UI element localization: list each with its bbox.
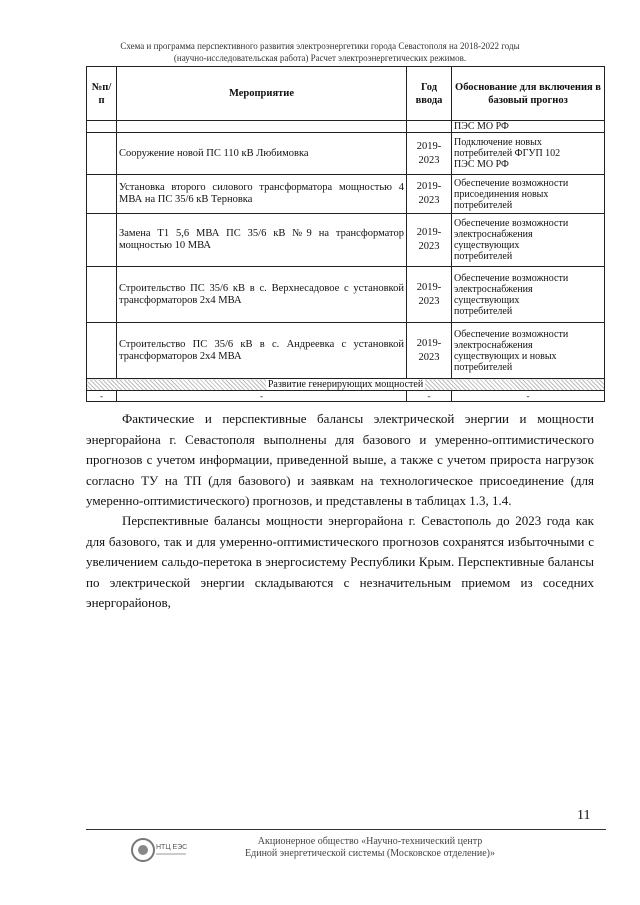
row-activity: Строительство ПС 35/6 кВ в с. Андреевка с установкой трансформаторов 2х4 МВА <box>117 323 407 379</box>
table-row <box>87 267 605 323</box>
table-row-continuation <box>87 121 605 133</box>
row-year: 2019-2023 <box>407 175 452 214</box>
row-activity: Установка второго силового трансформатора мощностью 4 МВА на ПС 35/6 кВ Терновка <box>117 175 407 214</box>
table-row <box>87 214 605 267</box>
row-activity: Сооружение новой ПС 110 кВ Любимовка <box>117 133 407 175</box>
header-activity: Мероприятие <box>117 67 407 121</box>
table-header-row <box>87 67 605 121</box>
paragraph-balances: Фактические и перспективные балансы электрической энергии и мощности энергорайона г. Севастополя выполнены для базового и умеренно-оптимистического прогнозов с учетом информации, приведенной выше, а также с учетом прироста нагрузок согласно ТУ на ТП (для базового) и заявкам на технологическое присоединение (для умеренно-оптимистического) прогнозов, и представлены в таблицах 1.3, 1.4. <box>86 411 594 508</box>
table-row <box>87 175 605 214</box>
row-basis: Обеспечение возможности присоединения новых потребителей <box>452 175 605 214</box>
section-title: Развитие генерирующих мощностей <box>87 379 605 391</box>
paragraph-prospective: Перспективные балансы мощности энергорайона г. Севастополь до 2023 года как для базового, так и для умеренно-оптимистического прогнозов сохранятся избыточными с увеличением сальдо-перетока в энергосистему Республики Крым. Перспективные балансы по электрической энергии складываются с незначительным приемом из соседних энергорайонов, <box>86 513 594 610</box>
page-number: 11 <box>577 808 591 823</box>
row-basis: Обеспечение возможности электроснабжения существующих потребителей <box>452 267 605 323</box>
header-line-2: (научно-исследовательская работа) Расчет электроэнергетических режимов. <box>173 53 467 63</box>
footer-text <box>200 836 540 860</box>
footer-line-2: Единой энергетической системы (Московское отделение)» <box>245 848 495 859</box>
row-year: 2019-2023 <box>407 214 452 267</box>
activities-table <box>86 66 605 402</box>
table-row <box>87 133 605 175</box>
company-logo <box>128 835 188 865</box>
row-basis: Обеспечение возможности электроснабжения существующих и новых потребителей <box>452 323 605 379</box>
svg-text:НТЦ ЕЭС: НТЦ ЕЭС <box>156 844 188 851</box>
row-year: 2019-2023 <box>407 133 452 175</box>
continuation-basis: ПЭС МО РФ <box>452 121 605 133</box>
section-row <box>87 379 605 391</box>
header-year: Год ввода <box>407 67 452 121</box>
row-activity: Замена Т1 5,6 МВА ПС 35/6 кВ №9 на трансформатор мощностью 10 МВА <box>117 214 407 267</box>
table-row <box>87 323 605 379</box>
row-year: 2019-2023 <box>407 267 452 323</box>
row-year: 2019-2023 <box>407 323 452 379</box>
dash-row: - - - - <box>87 391 605 402</box>
footer-divider <box>86 829 606 830</box>
header-line-1: Схема и программа перспективного развития электроэнергетики города Севастополя на 2018-2022 годы <box>120 41 520 51</box>
row-basis: Подключение новых потребителей ФГУП 102 ПЭС МО РФ <box>452 133 605 175</box>
row-activity: Строительство ПС 35/6 кВ в с. Верхнесадовое с установкой трансформаторов 2х4 МВА <box>117 267 407 323</box>
header-num: №п/п <box>87 67 117 121</box>
footer-line-1: Акционерное общество «Научно-технический центр <box>257 836 483 847</box>
header-basis: Обоснование для включения в базовый прогноз <box>452 67 605 121</box>
row-basis: Обеспечение возможности электроснабжения существующих потребителей <box>452 214 605 267</box>
